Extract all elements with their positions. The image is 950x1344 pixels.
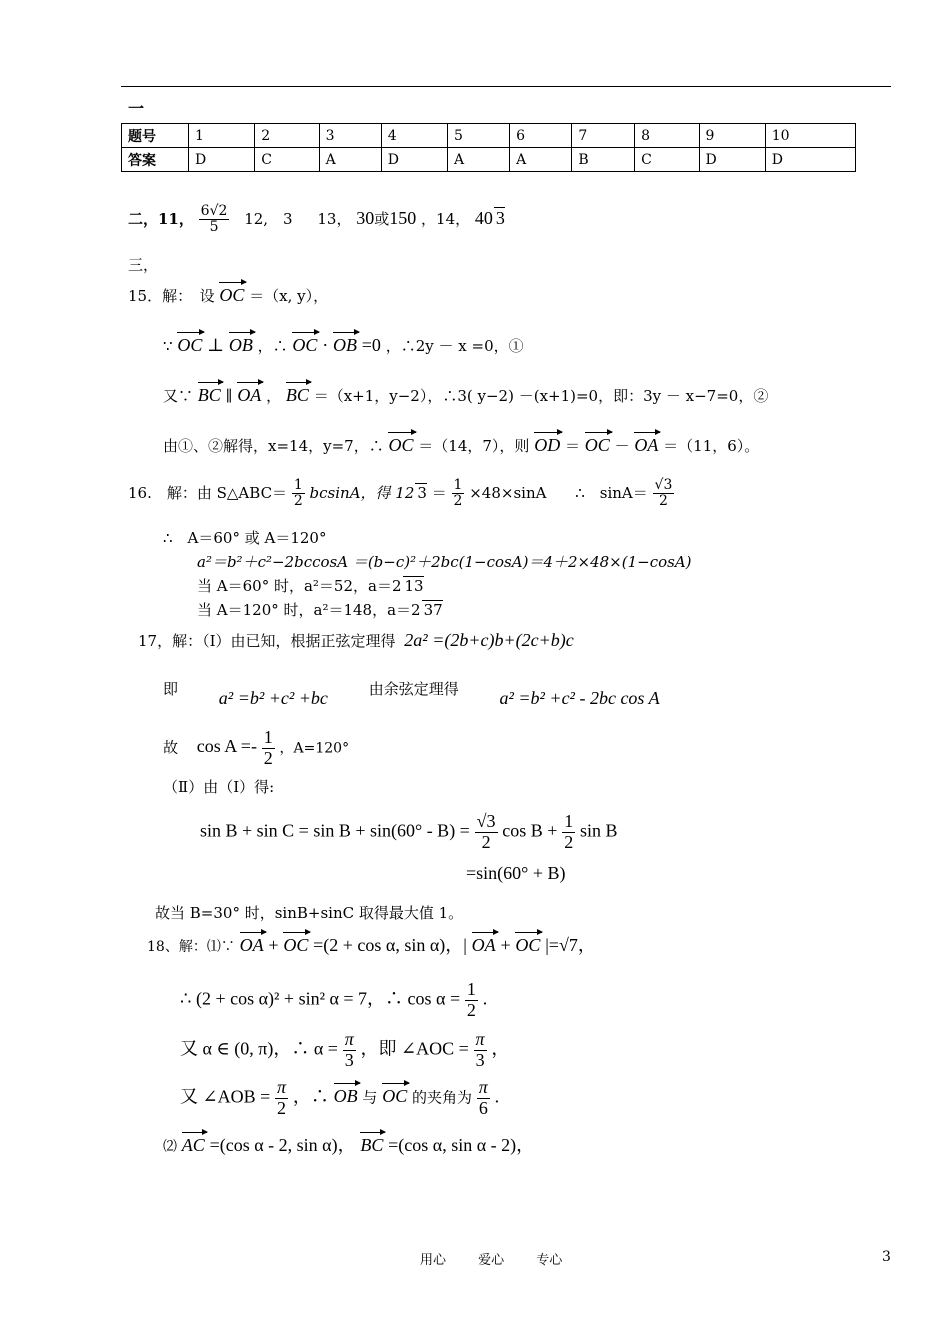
header-rule [121, 86, 891, 87]
fraction-denominator: 2 [564, 831, 574, 852]
p15-text: =0 [361, 335, 381, 355]
p18-text: 18、解：⑴∵ [147, 939, 235, 955]
fraction-denominator: 5 [209, 219, 219, 236]
table-cell: 5 [447, 124, 509, 148]
footer-text: 用心 爱心 专心 [420, 1253, 563, 1268]
p18-text: 与 [362, 1088, 378, 1107]
fraction-numerator: 1 [466, 979, 476, 999]
fraction-denominator: 3 [475, 1049, 485, 1070]
table-cell: 3 [319, 124, 381, 148]
vector-oc: OC [388, 430, 413, 456]
table-cell: 2 [255, 124, 319, 148]
fraction-pi-6 [477, 1078, 490, 1119]
vector-ob: OB [229, 330, 253, 356]
fraction-numerator: √3 [654, 477, 673, 493]
p17-equation: a² =b² +c² - 2bc cos A [499, 688, 660, 708]
p17-equation: sin B [580, 820, 618, 841]
p15-text: ， [266, 387, 282, 405]
p15-text: 由①、②解得，x=14，y=7，∴ [163, 437, 384, 455]
p18-line4 [180, 1078, 499, 1119]
vector-bc: BC [360, 1130, 383, 1156]
p18-equation: |=√7， [545, 935, 596, 955]
p17-equation: a² =b² +c² +bc [218, 688, 328, 708]
p15-line2 [163, 330, 524, 356]
fraction-numerator: 6√2 [200, 203, 228, 219]
answer-q13-b: 150 [389, 207, 417, 228]
p17-line3 [163, 728, 349, 769]
p18-line5 [163, 1130, 534, 1157]
p18-equation: ∴ (2 + cos α)² + sin² α = 7，∴ cos α = [180, 988, 461, 1009]
p15-text: ，∴2y － x =0，① [385, 337, 524, 355]
table-cell: A [510, 148, 572, 172]
vector-bc: BC [198, 380, 221, 406]
fraction-numerator: π [344, 1029, 354, 1049]
table-cell: C [255, 148, 319, 172]
p18-line1: 18、解：⑴∵ OA + OC =(2 + cos α, sin α)，| OA + OC |=√7， [147, 930, 596, 957]
answer-q12: 12, 3 [244, 209, 293, 228]
p16-line3: a²＝b²＋c²−2bccosA ＝(b−c)²＋2bc(1−cosA)＝4＋2×48×(1−cosA) [197, 553, 692, 571]
p18-equation: ， [491, 1038, 510, 1059]
p17-line1 [138, 630, 574, 651]
vector-oc: OC [382, 1081, 407, 1107]
section-three-label: 三， [128, 256, 159, 274]
p15-text: ＝（14，7），则 [418, 437, 530, 455]
p18-equation: =(cos α, sin α - 2)， [388, 1135, 535, 1155]
table-cell: 10 [765, 124, 855, 148]
vector-oa: OA [240, 930, 264, 956]
vector-oa: OA [237, 380, 261, 406]
vector-oc: OC [292, 330, 317, 356]
answer-q14-radical: 3 [495, 207, 505, 228]
page-number: 3 [882, 1249, 891, 1265]
p16-line1 [128, 478, 674, 510]
fraction-half [562, 812, 575, 853]
p16-text: 当 A＝120° 时，a²＝148，a＝2 [197, 601, 421, 619]
p17-line2 [163, 678, 660, 708]
p18-equation: . [494, 1086, 500, 1107]
answer-q13-label: 13， [317, 209, 352, 228]
p15-text: ＝（11，6）。 [663, 437, 760, 455]
p18-text: 的夹角为 [412, 1088, 473, 1107]
p15-text: 15．解： 设 [128, 287, 215, 305]
table-cell: D [381, 148, 447, 172]
p17-text: 故 [163, 738, 179, 757]
vector-oc: OC [219, 280, 244, 306]
p15-line4 [163, 430, 759, 456]
vector-ob: OB [333, 330, 357, 356]
p15-text: ，∴ [257, 337, 288, 355]
p15-text: － [614, 437, 630, 455]
table-cell: A [447, 148, 509, 172]
fraction-pi-3 [343, 1030, 356, 1071]
table-cell: 6 [510, 124, 572, 148]
fraction-half [262, 728, 275, 769]
vector-od: OD [534, 430, 560, 456]
table-header-cell: 答案 [122, 148, 189, 172]
p18-equation: . [482, 988, 488, 1009]
fraction-sqrt3-half [653, 478, 675, 510]
fraction-numerator: π [475, 1029, 485, 1049]
p15-text: ∵ [163, 337, 173, 355]
p15-text: ＝（x+1，y−2），∴3( y−2) －(x+1)=0，即：3y － x−7=0，② [313, 387, 769, 405]
p16-line2: ∴ A＝60° 或 A＝120° [163, 529, 327, 547]
fraction-denominator: 2 [481, 831, 491, 852]
fraction-denominator: 2 [659, 493, 668, 510]
fraction-half [452, 478, 465, 510]
p17-equation: sin B + sin C = sin B + sin(60° - B) = [200, 820, 470, 841]
vector-oc: OC [515, 930, 540, 956]
table-cell: D [189, 148, 255, 172]
p18-equation: ，∴ [292, 1086, 329, 1107]
vector-bc: BC [286, 380, 309, 406]
p17-text: 由余弦定理得 [368, 680, 459, 698]
fraction-numerator: 1 [564, 811, 574, 831]
p17-equation: 2a² =(2b+c)b+(2c+b)c [404, 630, 574, 650]
p17-equation: cos A =- [196, 736, 257, 757]
vector-oc: OC [177, 330, 202, 356]
vector-oa: OA [634, 430, 658, 456]
p18-equation: =(2 + cos α, sin α)，| [313, 935, 467, 955]
fraction-numerator: π [478, 1077, 488, 1097]
answer-q14-label: ，14， [421, 209, 471, 228]
p16-text: 16. 解：由 S△ABC＝ [128, 483, 288, 502]
table-cell: B [572, 148, 635, 172]
p18-text: ⑵ [163, 1139, 177, 1155]
section-two-line [128, 204, 505, 236]
p15-text: ＝ [564, 437, 580, 455]
table-cell: 4 [381, 124, 447, 148]
table-cell: 1 [189, 124, 255, 148]
p18-equation: =(cos α - 2, sin α)， [209, 1135, 356, 1155]
p17-text: ，A=120° [279, 740, 350, 757]
table-cell: 8 [635, 124, 699, 148]
fraction-denominator: 2 [277, 1097, 287, 1118]
p16-line4 [197, 575, 424, 596]
dot-symbol: · [322, 335, 329, 355]
fraction-denominator: 3 [344, 1049, 354, 1070]
fraction-numerator: π [277, 1077, 287, 1097]
fraction-denominator: 2 [453, 493, 463, 510]
vector-ac: AC [182, 1130, 205, 1156]
p18-equation: ，即 ∠AOC = [360, 1038, 469, 1059]
p18-equation: 又 α ∈ (0, π)，∴ α = [180, 1038, 338, 1059]
p18-line3 [180, 1030, 509, 1071]
fraction-sqrt3-half [475, 812, 498, 853]
section-two-prefix: 二，11， [128, 209, 194, 228]
fraction-denominator: 2 [466, 999, 476, 1020]
p16-text: ＝ [431, 483, 447, 502]
answer-q13-a: 30 [356, 207, 375, 228]
fraction-q11 [199, 204, 230, 236]
fraction-numerator: 1 [293, 477, 303, 493]
table-row [122, 148, 856, 172]
p17-text: 17，解：（Ⅰ）由已知，根据正弦定理得 [138, 632, 396, 650]
p15-text: ＝（x, y）， [249, 287, 329, 305]
p16-text: 当 A＝60° 时，a²＝52，a＝2 [197, 577, 402, 595]
table-row [122, 124, 856, 148]
fraction-pi-3 [474, 1030, 487, 1071]
p17-line5 [200, 812, 618, 853]
fraction-numerator: 1 [263, 727, 273, 747]
radical-37: 37 [423, 601, 443, 619]
table-cell: D [699, 148, 765, 172]
table-cell: D [765, 148, 855, 172]
vector-oc: OC [283, 930, 308, 956]
table-cell: C [635, 148, 699, 172]
fraction-half [292, 478, 305, 510]
fraction-denominator: 6 [478, 1097, 488, 1118]
fraction-numerator: √3 [476, 811, 496, 831]
table-cell: 9 [699, 124, 765, 148]
p16-text: ×48×sinA [469, 483, 547, 502]
parallel-symbol: ∥ [225, 387, 233, 405]
p15-text: 又∵ [163, 387, 194, 405]
answer-table [121, 123, 856, 172]
fraction-numerator: 1 [453, 477, 463, 493]
table-header-cell: 题号 [122, 124, 189, 148]
p18-equation: 又 ∠AOB = [180, 1086, 271, 1107]
p15-line1 [128, 280, 328, 306]
p16-text: ∴ sinA＝ [575, 483, 648, 502]
fraction-pi-2 [275, 1078, 288, 1119]
perp-symbol: ⊥ [207, 335, 225, 355]
fraction-half [465, 980, 478, 1021]
p17-line4: （Ⅱ）由（Ⅰ）得: [163, 778, 275, 796]
p17-equation: cos B + [502, 820, 558, 841]
table-cell: 7 [572, 124, 635, 148]
p16-line5 [197, 599, 443, 620]
p16-text: bcsinA，得 12 [309, 483, 415, 502]
vector-oa: OA [472, 930, 496, 956]
p17-text: 即 [163, 680, 179, 698]
fraction-denominator: 2 [263, 747, 273, 768]
table-cell: A [319, 148, 381, 172]
radical-3: 3 [417, 483, 427, 502]
p15-line3 [163, 380, 768, 406]
answer-q14-value: 40 [474, 207, 493, 228]
vector-oc: OC [585, 430, 610, 456]
vector-ob: OB [334, 1081, 358, 1107]
p17-line6: =sin(60° + B) [466, 863, 566, 883]
answer-q13-or: 或 [374, 209, 390, 228]
section-one-label: 一 [128, 99, 145, 118]
p17-line7: 故当 B=30° 时，sinB+sinC 取得最大值 1。 [155, 904, 464, 922]
fraction-denominator: 2 [293, 493, 303, 510]
p18-line2 [180, 980, 487, 1021]
radical-13: 13 [404, 577, 424, 595]
